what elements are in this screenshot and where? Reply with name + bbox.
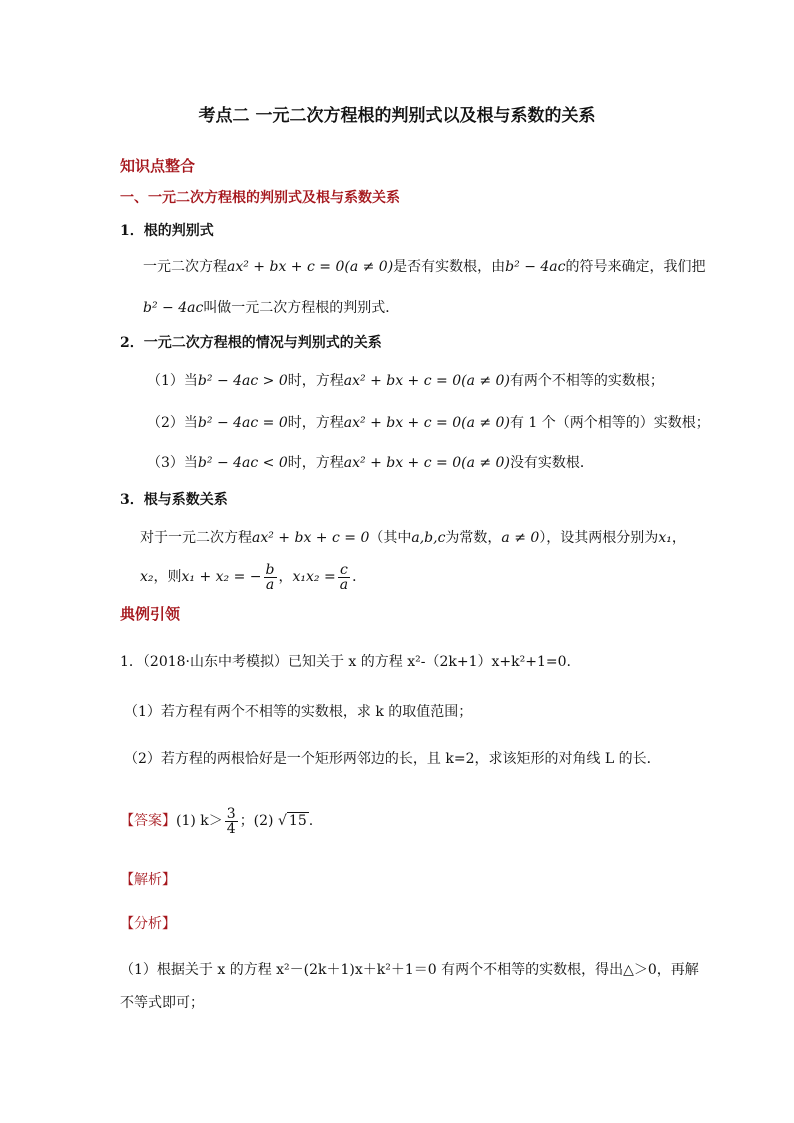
denominator: a bbox=[339, 576, 349, 593]
answer-part-1: (1) k＞ bbox=[176, 813, 223, 829]
equation: ax² + bx + c = 0(a ≠ 0) bbox=[343, 373, 510, 389]
analysis-label: 【解析】 bbox=[120, 872, 176, 888]
fenxi-line-1: （1）根据关于 x 的方程 x²－(2k＋1)x＋k²＋1＝0 有两个不相等的实数根，得出△＞0，再解 bbox=[120, 962, 699, 978]
denominator: 4 bbox=[226, 820, 236, 837]
case-label: （1）当 bbox=[147, 373, 198, 389]
fraction-b-over-a bbox=[264, 563, 277, 592]
text: . bbox=[308, 813, 314, 829]
problem-part-2: （2）若方程的两根恰好是一个矩形两邻边的长，且 k=2，求该矩形的对角线 L 的长． bbox=[124, 751, 661, 767]
equation: ax² + bx + c = 0(a ≠ 0) bbox=[227, 259, 394, 275]
text: 时，方程 bbox=[287, 415, 344, 431]
case-3 bbox=[147, 453, 594, 473]
item1-line1 bbox=[143, 257, 705, 277]
fenxi-label: 【分析】 bbox=[120, 916, 176, 932]
answer-label: 【答案】 bbox=[120, 813, 176, 829]
numerator: b bbox=[265, 561, 275, 578]
text: 对于一元二次方程 bbox=[140, 530, 252, 546]
text: ， bbox=[278, 569, 293, 585]
item2-title: 2．一元二次方程根的情况与判别式的关系 bbox=[120, 335, 382, 351]
item3-title: 3．根与系数关系 bbox=[120, 492, 228, 508]
discriminant: b² − 4ac bbox=[143, 300, 204, 316]
page-title: 考点二 一元二次方程根的判别式以及根与系数的关系 bbox=[198, 106, 596, 126]
text: 为常数， bbox=[445, 530, 502, 546]
item1-title: 1．根的判别式 bbox=[120, 223, 214, 239]
equation: ax² + bx + c = 0(a ≠ 0) bbox=[343, 455, 510, 471]
discriminant: b² − 4ac bbox=[505, 259, 566, 275]
problem-statement: 1．（2018·山东中考模拟）已知关于 x 的方程 x²-（2k+1）x+k²+1=0. bbox=[120, 654, 571, 670]
text: （其中 bbox=[369, 530, 412, 546]
problem-part-1: （1）若方程有两个不相等的实数根，求 k 的取值范围； bbox=[124, 704, 473, 720]
case-condition: b² − 4ac = 0 bbox=[197, 415, 288, 431]
text: ，则 bbox=[153, 569, 182, 585]
separator: ；(2) bbox=[239, 813, 274, 829]
root-x1: x₁ bbox=[658, 530, 672, 546]
fenxi-line-2: 不等式即可； bbox=[120, 995, 204, 1011]
item3-line1 bbox=[140, 528, 686, 548]
case-condition: b² − 4ac < 0 bbox=[197, 455, 288, 471]
case-result: 没有实数根． bbox=[509, 455, 594, 471]
item1-line2 bbox=[143, 298, 399, 318]
case-condition: b² − 4ac > 0 bbox=[197, 373, 288, 389]
subheading-discriminant: 一、一元二次方程根的判别式及根与系数关系 bbox=[120, 190, 400, 206]
section-heading-knowledge: 知识点整合 bbox=[120, 157, 196, 175]
case-2 bbox=[147, 413, 710, 433]
radicand: 15 bbox=[288, 813, 307, 829]
text: 的符号来确定，我们把 bbox=[565, 259, 706, 275]
equation: ax² + bx + c = 0(a ≠ 0) bbox=[343, 415, 510, 431]
case-1 bbox=[147, 371, 664, 391]
numerator: c bbox=[338, 563, 350, 578]
numerator: 3 bbox=[226, 805, 236, 822]
section-heading-examples: 典例引领 bbox=[120, 605, 181, 623]
case-label: （3）当 bbox=[147, 455, 198, 471]
text: 一元二次方程 bbox=[143, 259, 227, 275]
text: ， bbox=[671, 530, 686, 546]
item3-line2 bbox=[140, 562, 366, 592]
condition: a ≠ 0 bbox=[501, 530, 540, 546]
text: ），设其两根分别为 bbox=[539, 530, 659, 546]
coefficients: a,b,c bbox=[411, 530, 446, 546]
product-formula: x₁x₂ = bbox=[292, 569, 336, 585]
fraction-3-over-4 bbox=[225, 807, 238, 836]
text: 时，方程 bbox=[287, 373, 344, 389]
fraction-c-over-a bbox=[338, 563, 350, 592]
sqrt-sign: √ bbox=[277, 813, 287, 829]
case-result: 有两个不相等的实数根； bbox=[509, 373, 664, 389]
denominator: a bbox=[265, 576, 275, 593]
text: ． bbox=[352, 569, 367, 585]
equation: ax² + bx + c = 0 bbox=[252, 530, 370, 546]
text: 时，方程 bbox=[287, 455, 344, 471]
root-x2: x₂ bbox=[140, 569, 154, 585]
answer-line bbox=[120, 804, 313, 838]
case-label: （2）当 bbox=[147, 415, 198, 431]
case-result: 有 1 个（两个相等的）实数根； bbox=[509, 415, 710, 431]
sum-formula: x₁ + x₂ = − bbox=[181, 569, 262, 585]
text: 叫做一元二次方程根的判别式． bbox=[203, 300, 400, 316]
text: 是否有实数根，由 bbox=[393, 259, 506, 275]
